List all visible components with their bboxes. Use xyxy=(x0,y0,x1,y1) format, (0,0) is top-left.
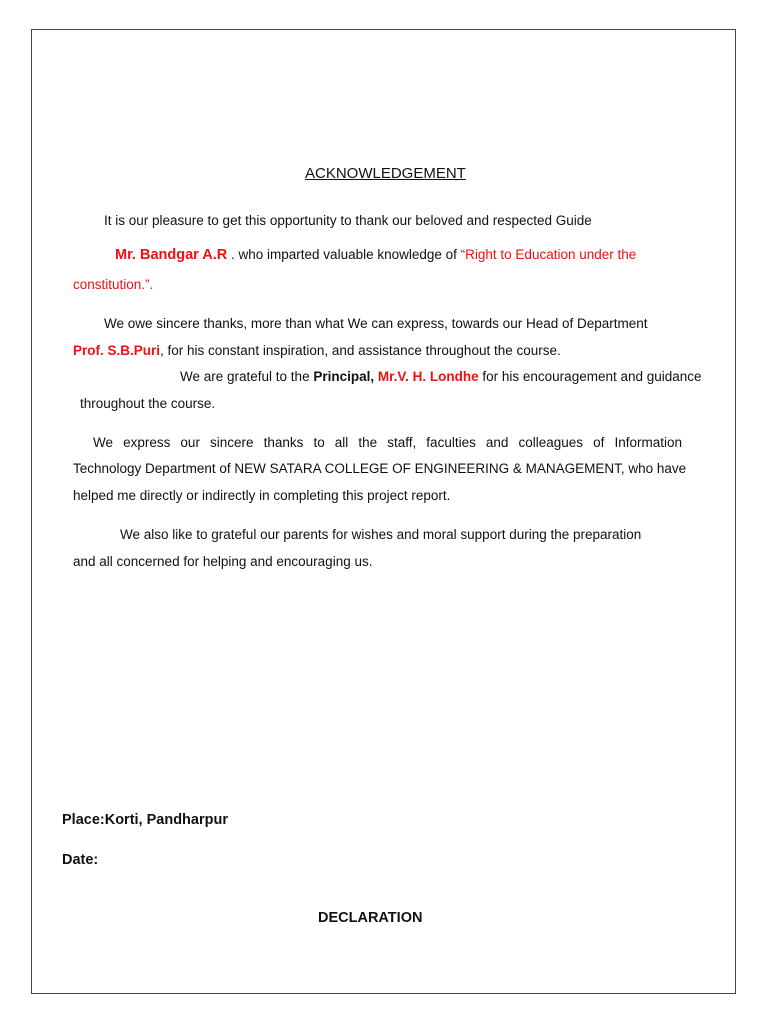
para3-line1 xyxy=(180,368,702,386)
hod-after-text: , for his constant inspiration, and assistance throughout the course. xyxy=(160,343,561,358)
para3-line2: throughout the course. xyxy=(80,396,216,411)
para3-before-text: We are grateful to the xyxy=(180,369,314,384)
para3-after-text: for his encouragement and guidance xyxy=(478,369,702,384)
principal-name: Mr.V. H. Londhe xyxy=(377,369,479,384)
para4-line1-text: We express our sincere thanks to all the staff, faculties and colleagues of Information xyxy=(93,435,682,450)
para4-line1 xyxy=(93,434,682,452)
hod-name: Prof. S.B.Puri xyxy=(73,343,161,358)
date-label: Date: xyxy=(62,852,99,868)
place-label: Place:Korti, Pandharpur xyxy=(62,812,228,828)
declaration-heading: DECLARATION xyxy=(318,910,423,926)
guide-after-text: . who imparted valuable knowledge of xyxy=(227,247,461,262)
topic-part1: “Right to Education under the xyxy=(460,247,637,262)
para1-line1: It is our pleasure to get this opportunity to thank our beloved and respected Guide xyxy=(104,213,592,228)
para2-line1: We owe sincere thanks, more than what We can express, towards our Head of Department xyxy=(104,316,648,331)
para4-line2 xyxy=(73,460,687,478)
para1-line2 xyxy=(115,246,636,264)
para5-line2: and all concerned for helping and encouraging us. xyxy=(73,554,373,569)
guide-name: Mr. Bandgar A.R xyxy=(115,247,228,263)
para4-line2-text: Technology Department of NEW SATARA COLLEGE OF ENGINEERING & MANAGEMENT, who have xyxy=(73,461,687,476)
acknowledgement-heading: ACKNOWLEDGEMENT xyxy=(305,165,466,182)
para5-line1: We also like to grateful our parents for wishes and moral support during the preparation xyxy=(120,527,642,542)
topic-part2: constitution.”. xyxy=(73,277,154,292)
para2-line2 xyxy=(73,342,561,360)
principal-label: Principal, xyxy=(313,369,375,384)
para4-line3: helped me directly or indirectly in completing this project report. xyxy=(73,488,451,503)
